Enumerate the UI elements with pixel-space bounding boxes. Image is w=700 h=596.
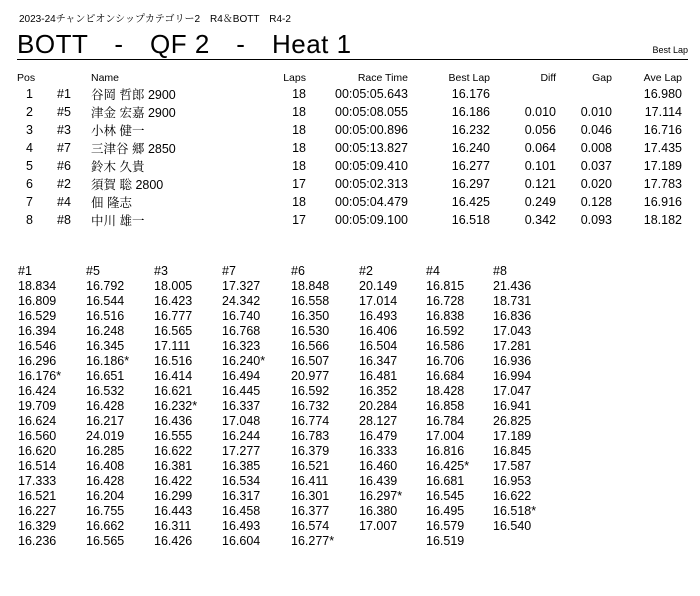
result-cell: 0.020: [580, 177, 612, 191]
lap-time: 17.327: [222, 279, 261, 293]
result-row: [17, 193, 682, 211]
lap-time: 16.414: [154, 369, 193, 383]
lap-time: 16.540: [493, 519, 532, 533]
lap-time: 16.560: [18, 429, 57, 443]
result-cell: 18: [292, 195, 306, 209]
result-cell: 00:05:00.896: [335, 123, 408, 137]
result-cell: #4: [57, 195, 71, 209]
lap-time: 16.493: [222, 519, 261, 533]
lap-time: 16.681: [426, 474, 465, 488]
header-divider: [17, 59, 688, 60]
lap-time: 18.731: [493, 294, 532, 308]
result-cell: 00:05:04.479: [335, 195, 408, 209]
result-cell: 16.232: [451, 123, 490, 137]
lap-time: 28.127: [359, 414, 398, 428]
lap-time: 16.936: [493, 354, 532, 368]
lap-time: 16.347: [359, 354, 398, 368]
result-cell: 小林 健一: [91, 124, 145, 138]
result-cell: 16.297: [451, 177, 490, 191]
lap-time: 16.768: [222, 324, 261, 338]
result-cell: 佃 隆志: [91, 196, 132, 210]
lap-time: 16.379: [291, 444, 330, 458]
lap-time: 16.728: [426, 294, 465, 308]
result-cell: 0.010: [524, 105, 556, 119]
result-cell: 18: [292, 123, 306, 137]
result-cell: 0.010: [580, 105, 612, 119]
lap-time: 16.529: [18, 309, 57, 323]
result-cell: #7: [57, 141, 71, 155]
result-cell: 18: [292, 87, 306, 101]
lap-time: 16.662: [86, 519, 125, 533]
lap-time: 16.953: [493, 474, 532, 488]
lap-time: 16.297*: [359, 489, 403, 503]
result-cell: 16.186: [451, 105, 490, 119]
result-cell: #8: [57, 213, 71, 227]
lap-time: 16.248: [86, 324, 125, 338]
lap-time: 20.977: [291, 369, 330, 383]
result-cell: 18: [292, 105, 306, 119]
lap-time: 16.460: [359, 459, 398, 473]
lap-time: 17.043: [493, 324, 532, 338]
lap-time: 16.428: [86, 474, 125, 488]
result-cell: 16.518: [451, 213, 490, 227]
lap-time: 17.014: [359, 294, 398, 308]
lap-time: 18.848: [291, 279, 330, 293]
lap-time: 17.007: [359, 519, 398, 533]
lap-time: 16.530: [291, 324, 330, 338]
lap-time: 17.281: [493, 339, 532, 353]
lap-time: 16.566: [291, 339, 330, 353]
lap-time: 16.411: [291, 474, 329, 488]
lap-time: 16.323: [222, 339, 261, 353]
lap-time: 16.439: [359, 474, 398, 488]
lap-time: 16.620: [18, 444, 57, 458]
result-cell: 0.008: [580, 141, 612, 155]
lap-time: 16.481: [359, 369, 398, 383]
lap-time: 16.176*: [18, 369, 62, 383]
result-cell: 谷岡 哲郎 2900: [91, 88, 176, 102]
lap-time: 16.858: [426, 399, 465, 413]
lap-time: 16.277*: [291, 534, 335, 548]
result-row: [17, 85, 682, 103]
lap-time: 19.709: [18, 399, 57, 413]
result-cell: 0.121: [524, 177, 556, 191]
result-cell: 4: [26, 141, 33, 155]
result-cell: 0.037: [580, 159, 612, 173]
lap-time: 16.624: [18, 414, 57, 428]
result-cell: #6: [57, 159, 71, 173]
result-cell: 0.128: [580, 195, 612, 209]
results-table: [17, 71, 682, 229]
lap-time: 16.706: [426, 354, 465, 368]
lap-time: 16.406: [359, 324, 398, 338]
col-number: [57, 71, 91, 85]
lap-time: 16.816: [426, 444, 465, 458]
result-cell: 00:05:05.643: [335, 87, 408, 101]
lap-time: 16.493: [359, 309, 398, 323]
lap-time: 16.333: [359, 444, 398, 458]
lap-time: 16.285: [86, 444, 125, 458]
lap-column-driver: #6: [291, 264, 305, 278]
lap-time: 16.845: [493, 444, 532, 458]
result-row: [17, 139, 682, 157]
lap-time: 16.544: [86, 294, 125, 308]
lap-time: 20.284: [359, 399, 398, 413]
lap-time: 16.519: [426, 534, 465, 548]
result-cell: 17.783: [643, 177, 682, 191]
lap-time: 16.299: [154, 489, 193, 503]
lap-column-driver: #8: [493, 264, 507, 278]
lap-time: 16.574: [291, 519, 330, 533]
col-best-lap: Best Lap: [448, 72, 490, 84]
lap-time: 16.428: [86, 399, 125, 413]
result-cell: 16.916: [643, 195, 682, 209]
lap-time: 16.521: [291, 459, 330, 473]
lap-time: 16.815: [426, 279, 465, 293]
result-cell: 00:05:09.100: [335, 213, 408, 227]
lap-time: 16.424: [18, 384, 57, 398]
result-cell: 8: [26, 213, 33, 227]
results-header-row: [17, 71, 682, 85]
result-cell: 中川 雄一: [91, 214, 145, 228]
lap-time: 16.684: [426, 369, 465, 383]
lap-column: [18, 264, 86, 549]
lap-time: 16.836: [493, 309, 532, 323]
result-cell: 17.435: [643, 141, 682, 155]
lap-time: 16.422: [154, 474, 193, 488]
result-cell: 17.189: [643, 159, 682, 173]
result-cell: [556, 85, 612, 103]
lap-time: 16.755: [86, 504, 125, 518]
lap-time: 16.337: [222, 399, 261, 413]
result-cell: 三津谷 郷 2850: [91, 142, 176, 156]
result-cell: 18: [292, 159, 306, 173]
result-cell: #5: [57, 105, 71, 119]
lap-column-driver: #7: [222, 264, 236, 278]
lap-column-driver: #4: [426, 264, 440, 278]
lap-time: 16.521: [18, 489, 57, 503]
col-ave-lap: Ave Lap: [643, 72, 682, 84]
lap-time: 16.408: [86, 459, 125, 473]
lap-time: 16.507: [291, 354, 330, 368]
lap-time: 16.838: [426, 309, 465, 323]
result-cell: 津金 宏嘉 2900: [91, 106, 176, 120]
lap-time: 16.516: [154, 354, 193, 368]
lap-time: 17.111: [154, 339, 191, 353]
lap-column-driver: #5: [86, 264, 100, 278]
lap-time: 16.504: [359, 339, 398, 353]
result-cell: #2: [57, 177, 71, 191]
lap-time: 16.311: [154, 519, 192, 533]
lap-time: 16.240*: [222, 354, 266, 368]
lap-time: 16.604: [222, 534, 261, 548]
result-cell: 5: [26, 159, 33, 173]
lap-time: 16.317: [222, 489, 261, 503]
result-row: [17, 121, 682, 139]
lap-time: 16.495: [426, 504, 465, 518]
lap-time: 16.345: [86, 339, 125, 353]
lap-time: 16.352: [359, 384, 398, 398]
lap-time: 16.423: [154, 294, 193, 308]
lap-time: 16.394: [18, 324, 57, 338]
result-cell: 16.240: [451, 141, 490, 155]
lap-time: 16.558: [291, 294, 330, 308]
lap-time: 16.296: [18, 354, 57, 368]
result-cell: 6: [26, 177, 33, 191]
result-cell: 17: [292, 177, 306, 191]
result-cell: 0.046: [580, 123, 612, 137]
lap-column-driver: #2: [359, 264, 373, 278]
lap-time: 16.436: [154, 414, 193, 428]
lap-time: 16.217: [86, 414, 125, 428]
lap-time: 16.380: [359, 504, 398, 518]
lap-time: 16.774: [291, 414, 330, 428]
result-cell: 1: [26, 87, 33, 101]
lap-time: 16.579: [426, 519, 465, 533]
lap-time: 16.204: [86, 489, 125, 503]
lap-time: 16.621: [154, 384, 193, 398]
lap-time: 17.189: [493, 429, 532, 443]
lap-time: 16.592: [426, 324, 465, 338]
result-cell: 16.716: [643, 123, 682, 137]
lap-time: 18.834: [18, 279, 57, 293]
lap-time: 16.244: [222, 429, 261, 443]
lap-time: 16.236: [18, 534, 57, 548]
lap-time: 16.458: [222, 504, 261, 518]
lap-time: 26.825: [493, 414, 532, 428]
lap-time: 17.587: [493, 459, 532, 473]
lap-time: 16.445: [222, 384, 261, 398]
lap-time: 16.651: [86, 369, 125, 383]
lap-time: 17.004: [426, 429, 465, 443]
result-cell: 17.114: [644, 105, 682, 119]
lap-time: 17.277: [222, 444, 261, 458]
lap-time: 16.545: [426, 489, 465, 503]
result-cell: #1: [57, 87, 71, 101]
lap-time: 17.047: [493, 384, 532, 398]
result-cell: 18.182: [643, 213, 682, 227]
result-cell: 0.101: [524, 159, 556, 173]
lap-column-driver: #3: [154, 264, 168, 278]
result-cell: [490, 85, 556, 103]
lap-time: 16.586: [426, 339, 465, 353]
result-cell: 00:05:08.055: [335, 105, 408, 119]
result-cell: 16.425: [451, 195, 490, 209]
lap-time: 16.546: [18, 339, 57, 353]
lap-time: 18.428: [426, 384, 465, 398]
lap-time: 16.232*: [154, 399, 198, 413]
lap-time: 16.592: [291, 384, 330, 398]
lap-time: 16.565: [154, 324, 193, 338]
lap-time: 16.514: [18, 459, 57, 473]
best-lap-label: Best Lap: [652, 45, 688, 55]
lap-time: 16.329: [18, 519, 57, 533]
lap-column: [426, 264, 493, 549]
col-pos: Pos: [17, 72, 36, 84]
result-cell: 18: [292, 141, 306, 155]
result-cell: 16.176: [451, 87, 490, 101]
result-cell: 16.277: [451, 159, 490, 173]
result-cell: 鈴木 久貴: [91, 160, 145, 174]
col-laps: Laps: [283, 72, 306, 84]
lap-time: 16.994: [493, 369, 532, 383]
lap-time: 16.941: [493, 399, 532, 413]
lap-time: 24.019: [86, 429, 125, 443]
result-cell: 00:05:09.410: [335, 159, 408, 173]
col-diff: Diff: [540, 72, 556, 84]
lap-time: 16.792: [86, 279, 125, 293]
lap-column: [222, 264, 291, 549]
result-cell: 16.980: [643, 87, 682, 101]
result-cell: 須賀 聡 2800: [91, 178, 164, 192]
lap-time: 21.436: [493, 279, 532, 293]
result-cell: 00:05:02.313: [335, 177, 408, 191]
result-cell: 7: [26, 195, 33, 209]
lap-column: [154, 264, 222, 549]
lap-time: 16.377: [291, 504, 330, 518]
lap-time: 16.301: [291, 489, 330, 503]
lap-column-driver: #1: [18, 264, 32, 278]
lap-time: 16.186*: [86, 354, 130, 368]
result-cell: 2: [26, 105, 33, 119]
lap-time: 17.333: [18, 474, 57, 488]
lap-time: 16.809: [18, 294, 57, 308]
result-cell: 0.056: [524, 123, 556, 137]
series-subtitle: 2023-24チャンピオンシップカテゴリー2 R4＆BOTT R4-2: [19, 14, 291, 25]
result-cell: 0.093: [580, 213, 612, 227]
lap-time: 16.443: [154, 504, 193, 518]
lap-time: 16.426: [154, 534, 193, 548]
result-cell: 0.249: [524, 195, 556, 209]
lap-time: 16.350: [291, 309, 330, 323]
lap-times-grid: [18, 264, 553, 549]
lap-time: 16.227: [18, 504, 57, 518]
result-row: [17, 175, 682, 193]
lap-time: 16.555: [154, 429, 193, 443]
result-row: [17, 157, 682, 175]
result-cell: 3: [26, 123, 33, 137]
result-cell: 17: [292, 213, 306, 227]
lap-time: 16.518*: [493, 504, 537, 518]
col-gap: Gap: [592, 72, 612, 84]
lap-column: [291, 264, 359, 549]
result-row: [17, 211, 682, 229]
lap-time: 20.149: [359, 279, 398, 293]
lap-time: 16.622: [154, 444, 193, 458]
lap-time: 16.784: [426, 414, 465, 428]
col-race-time: Race Time: [357, 72, 408, 84]
result-cell: 0.342: [524, 213, 556, 227]
lap-time: 16.622: [493, 489, 532, 503]
lap-time: 16.381: [154, 459, 193, 473]
lap-time: 18.005: [154, 279, 193, 293]
lap-time: 16.494: [222, 369, 261, 383]
lap-column: [493, 264, 553, 549]
lap-time: 16.532: [86, 384, 125, 398]
lap-time: 16.516: [86, 309, 125, 323]
lap-time: 16.479: [359, 429, 398, 443]
lap-time: 16.783: [291, 429, 330, 443]
lap-time: 16.732: [291, 399, 330, 413]
result-row: [17, 103, 682, 121]
page-title: BOTT - QF 2 - Heat 1: [17, 29, 352, 59]
lap-time: 16.425*: [426, 459, 470, 473]
lap-time: 17.048: [222, 414, 261, 428]
lap-time: 16.385: [222, 459, 261, 473]
lap-time: 24.342: [222, 294, 261, 308]
lap-column: [359, 264, 426, 549]
result-cell: 00:05:13.827: [335, 141, 408, 155]
lap-time: 16.534: [222, 474, 261, 488]
lap-column: [86, 264, 154, 549]
result-cell: #3: [57, 123, 71, 137]
lap-time: 16.777: [154, 309, 193, 323]
lap-time: 16.565: [86, 534, 125, 548]
col-name: Name: [91, 72, 120, 84]
result-cell: 0.064: [524, 141, 556, 155]
lap-time: 16.740: [222, 309, 261, 323]
